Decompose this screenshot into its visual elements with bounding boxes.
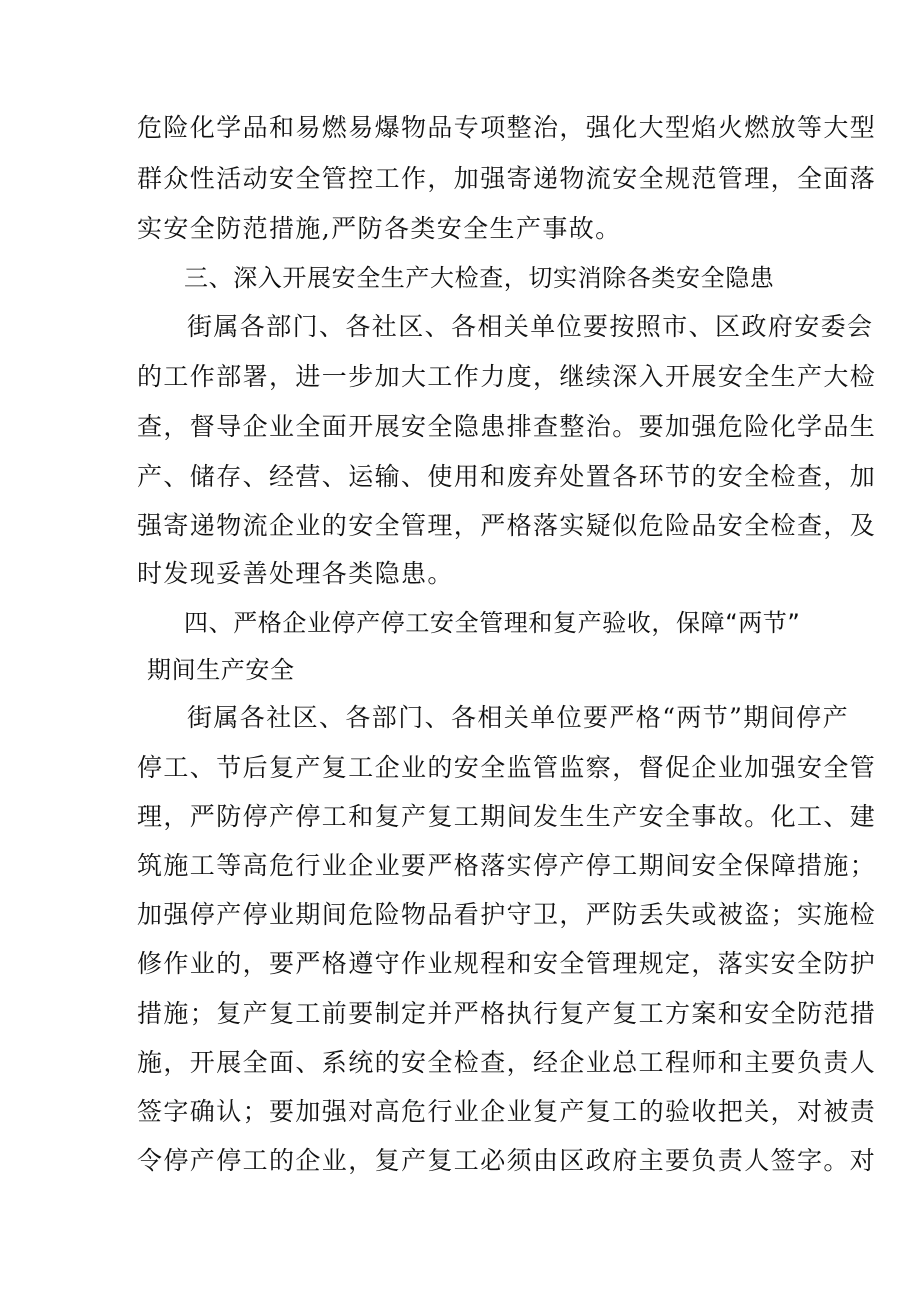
paragraph-line: 街属各部门、各社区、各相关单位要按照市、区政府安委会 xyxy=(187,312,874,341)
paragraph-line: 理，严防停产停工和复产复工期间发生生产安全事故。化工、建 xyxy=(137,802,877,831)
paragraph-line: 时发现妥善处理各类隐患。 xyxy=(137,559,454,588)
paragraph-line: 加强停产停业期间危险物品看护守卫，严防丢失或被盗；实施检 xyxy=(137,900,877,929)
paragraph-line: 实安全防范措施,严防各类安全生产事故。 xyxy=(137,214,622,243)
paragraph-line: 产、储存、经营、运输、使用和废弃处置各环节的安全检查，加 xyxy=(137,462,877,491)
paragraph-line: 强寄递物流企业的安全管理，严格落实疑似危险品安全检查，及 xyxy=(137,511,877,540)
paragraph-line: 查，督导企业全面开展安全隐患排查整治。要加强危险化学品生 xyxy=(137,412,877,441)
paragraph-line: 群众性活动安全管控工作，加强寄递物流安全规范管理，全面落 xyxy=(137,164,877,193)
section-heading-4-continued: 期间生产安全 xyxy=(147,656,295,684)
paragraph-line: 修作业的，要严格遵守作业规程和安全管理规定，落实安全防护 xyxy=(137,949,877,978)
section-heading-4: 四、严格企业停产停工安全管理和复产验收，保障“两节” xyxy=(184,609,801,637)
paragraph-line: 停工、节后复产复工企业的安全监管监察，督促企业加强安全管 xyxy=(137,753,877,782)
section-heading-3: 三、深入开展安全生产大检查，切实消除各类安全隐患 xyxy=(184,264,775,292)
paragraph-line: 街属各社区、各部门、各相关单位要严格“两节”期间停产 xyxy=(187,703,849,732)
paragraph-line: 危险化学品和易燃易爆物品专项整治，强化大型焰火燃放等大型 xyxy=(137,113,877,142)
paragraph-line: 签字确认；要加强对高危行业企业复产复工的验收把关，对被责 xyxy=(137,1097,877,1126)
paragraph-line: 筑施工等高危行业企业要严格落实停产停工期间安全保障措施； xyxy=(137,851,877,880)
paragraph-line: 的工作部署，进一步加大工作力度，继续深入开展安全生产大检 xyxy=(137,362,877,391)
paragraph-line: 令停产停工的企业，复产复工必须由区政府主要负责人签字。对 xyxy=(137,1146,877,1175)
paragraph-line: 施，开展全面、系统的安全检查，经企业总工程师和主要负责人 xyxy=(137,1048,877,1077)
paragraph-line: 措施；复产复工前要制定并严格执行复产复工方案和安全防范措 xyxy=(137,999,877,1028)
